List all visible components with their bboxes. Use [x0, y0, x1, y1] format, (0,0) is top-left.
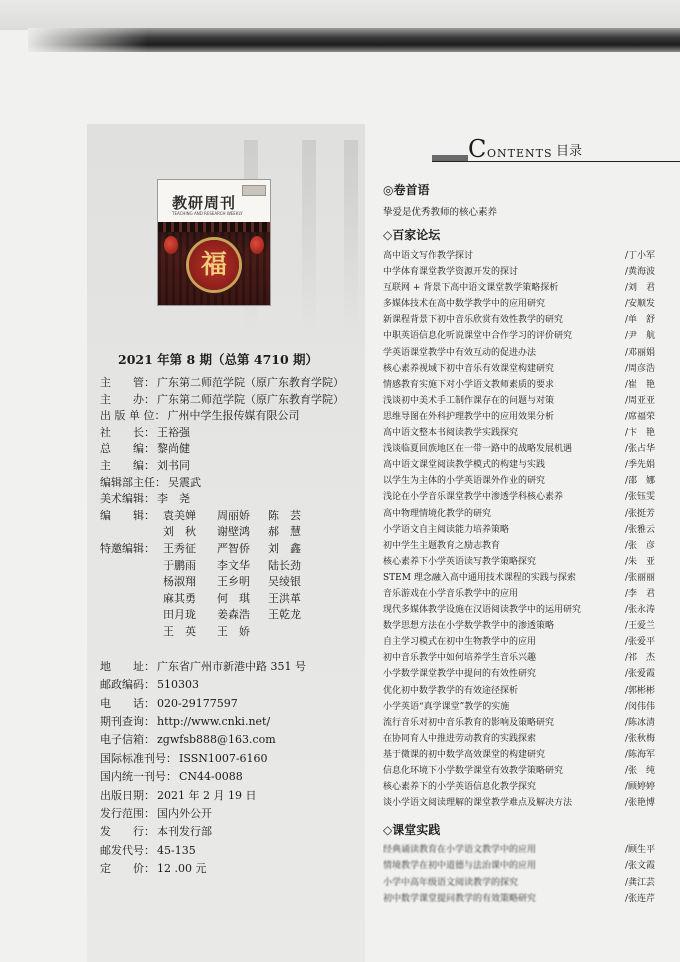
- toc-author: /周彦浩: [625, 363, 656, 374]
- guest-editor-name: 王 娇: [217, 624, 250, 638]
- toc-author: /王爱兰: [625, 621, 656, 632]
- editors-label: 编 辑：: [100, 508, 155, 522]
- staff-row: [100, 441, 362, 458]
- staff-row: [100, 475, 362, 492]
- toc-entry: [383, 296, 680, 312]
- editor-name: 刘 秋: [163, 525, 196, 539]
- toc-title: 浅论在小学音乐课堂教学中渗透学科核心素养: [383, 492, 564, 503]
- toc-title: 基于微课的初中数学高效课堂的构建研究: [383, 749, 546, 760]
- toc-entry: [383, 264, 680, 280]
- editors-row: [100, 508, 362, 525]
- toc-author: /季先娟: [625, 460, 656, 471]
- guest-editor-name: 姜森浩: [217, 608, 250, 622]
- section-heading-preface: ◎卷首语: [383, 183, 430, 197]
- staff-label: 社 长：: [100, 425, 155, 439]
- toc-entry: [383, 666, 680, 682]
- toc-author: /张连芹: [625, 894, 656, 905]
- toc-author: /张爱霞: [625, 669, 656, 680]
- toc-title: 思维导图在外科护理教学中的应用效果分析: [383, 411, 555, 422]
- guest-editor-name: 杨淑翔: [163, 575, 196, 589]
- fu-character: 福: [200, 250, 227, 280]
- toc-list-forum: [383, 248, 680, 811]
- toc-author: /张 纯: [625, 766, 656, 776]
- toc-entry: [383, 731, 680, 747]
- info-value: 12 .00 元: [157, 861, 207, 875]
- toc-author: /邵 娜: [625, 476, 656, 487]
- toc-entry: [383, 280, 680, 296]
- toc-author: /陈海军: [625, 749, 656, 760]
- info-row: [100, 695, 362, 713]
- toc-author: /丁小军: [625, 251, 656, 261]
- toc-entry: [383, 377, 680, 393]
- staff-row: [100, 491, 362, 508]
- scan-ghost-streak: [302, 140, 316, 330]
- toc-author: /张占华: [625, 444, 656, 455]
- guest-editor-name: 刘 鑫: [268, 541, 301, 555]
- toc-title: 初中音乐教学中如何培养学生音乐兴趣: [383, 653, 537, 664]
- cover-title: 教研周刊: [172, 194, 237, 212]
- toc-author: /邓丽娟: [625, 347, 656, 358]
- staff-row: [100, 458, 362, 475]
- editor-name: 谢壁鸿: [217, 525, 250, 539]
- staff-value: 广州中学生报传媒有限公司: [167, 409, 300, 423]
- info-row: [100, 676, 362, 694]
- toc-author: /祁 杰: [625, 653, 656, 664]
- guest-editor-name: 王秀征: [163, 541, 196, 555]
- info-label: 邮发代号：: [100, 843, 155, 857]
- toc-title: 情感教育实施下对小学语文教师素质的要求: [383, 379, 555, 390]
- guest-editor-name: 陆长劲: [268, 558, 301, 572]
- toc-author: /闵伟伟: [625, 701, 656, 712]
- toc-title: STEM 理念融入高中通用技术课程的实践与探索: [383, 572, 576, 583]
- guest-editor-name: 王乡明: [217, 575, 250, 589]
- toc-author: /张挺芳: [625, 508, 656, 519]
- staff-value: 李 尧: [157, 492, 190, 506]
- info-label: 定 价：: [100, 861, 155, 875]
- info-value: 020-29177597: [157, 696, 238, 710]
- toc-author: /龚江芸: [625, 877, 656, 888]
- toc-entry: [383, 858, 680, 874]
- toc-title: 浅谈初中美术手工制作课存在的问题与对策: [383, 395, 555, 406]
- toc-title: 自主学习模式在初中生物教学中的应用: [383, 637, 537, 648]
- toc-title: 小学中高年级语文阅读教学的探究: [383, 877, 519, 888]
- guest-editor-name: 田月珑: [163, 608, 196, 622]
- info-row: [100, 787, 362, 805]
- toc-author: /张艳博: [625, 798, 656, 809]
- info-value: 2021 年 2 月 19 日: [157, 788, 257, 802]
- staff-value: 王裕强: [157, 425, 190, 439]
- staff-label: 主 办：: [100, 392, 155, 406]
- toc-entry: [383, 586, 680, 602]
- fu-medallion: [189, 240, 239, 290]
- cover-issue-badge: [242, 185, 266, 196]
- toc-entry: [383, 506, 680, 522]
- issue-number: 2021 年第 8 期（总第 4710 期）: [118, 352, 319, 367]
- guest-editor-name: 于鹏雨: [163, 558, 196, 572]
- info-value: ISSN1007-6160: [179, 751, 268, 765]
- guest-editor-name: 王乾龙: [268, 608, 301, 622]
- staff-value: 吴震武: [168, 475, 201, 489]
- staff-row: [100, 425, 362, 442]
- toc-author: /朱 亚: [625, 556, 656, 567]
- toc-title: 小学数学课堂教学中提问的有效性研究: [383, 669, 537, 680]
- toc-title: 数学思想方法在小学数学教学中的渗透策略: [383, 621, 555, 632]
- editor-name: 郝 慧: [268, 525, 301, 539]
- lantern-icon: [164, 236, 178, 254]
- toc-author: /张爱平: [625, 637, 656, 648]
- toc-title: 中职英语信息化听说课堂中合作学习的评价研究: [383, 331, 573, 342]
- toc-author: /顾生平: [625, 845, 656, 855]
- toc-title: 高中语文写作教学探讨: [383, 251, 474, 261]
- toc-author: /郭彬彬: [625, 685, 656, 696]
- info-label: 出版日期：: [100, 788, 155, 802]
- editors-row: [100, 524, 362, 541]
- toc-entry: [383, 473, 680, 489]
- section-heading-practice: ◇课堂实践: [383, 823, 441, 837]
- toc-author: /张丽丽: [625, 572, 656, 583]
- toc-entry: [383, 602, 680, 618]
- scan-shadow-band: [28, 28, 680, 52]
- info-row: [100, 713, 362, 731]
- info-row: [100, 860, 362, 878]
- toc-entry: [383, 779, 680, 795]
- toc-entry: [383, 522, 680, 538]
- toc-entry: [383, 763, 680, 779]
- toc-title: 流行音乐对初中音乐教育的影响及策略研究: [383, 717, 555, 728]
- toc-author: /顾婷婷: [625, 782, 656, 793]
- guest-editor-name: 李文华: [217, 558, 250, 572]
- toc-author: /卞 艳: [625, 428, 656, 439]
- toc-entry: [383, 570, 680, 586]
- guest-editors-row: [100, 624, 362, 641]
- toc-title: 以学生为主体的小学英语课外作业的研究: [383, 476, 546, 487]
- info-label: 邮政编码：: [100, 678, 155, 692]
- toc-entry: [383, 489, 680, 505]
- staff-label: 总 编：: [100, 442, 155, 456]
- lantern-icon: [250, 236, 264, 254]
- preface-title: 挚爱是优秀教师的核心素养: [383, 207, 498, 218]
- guest-editor-name: 麻其勇: [163, 591, 196, 605]
- toc-title: 核心素养视域下初中音乐有效课堂构建研究: [383, 363, 555, 374]
- toc-entry: [383, 891, 680, 907]
- staff-row: [100, 375, 362, 392]
- toc-entry: [383, 715, 680, 731]
- guest-editor-name: 吴绫银: [268, 575, 301, 589]
- toc-entry: [383, 248, 680, 264]
- info-value: http://www.cnki.net/: [157, 715, 271, 729]
- section-heading-forum: ◇百家论坛: [383, 228, 441, 242]
- cover-image: [158, 180, 270, 305]
- toc-entry: [383, 393, 680, 409]
- info-row: [100, 658, 362, 676]
- cover-pattern-strip: [158, 222, 270, 232]
- toc-entry: [383, 312, 680, 328]
- toc-title: 核心素养下的小学英语信息化教学探究: [383, 782, 537, 793]
- toc-entry: [383, 425, 680, 441]
- toc-author: /李 君: [625, 588, 656, 599]
- info-value: 国内外公开: [157, 806, 212, 820]
- toc-author: /张钰雯: [625, 492, 656, 503]
- staff-row: [100, 392, 362, 409]
- scan-top-shade: [0, 0, 680, 30]
- toc-title: 中学体育课堂教学资源开发的探讨: [383, 267, 519, 278]
- toc-author: /刘 君: [625, 283, 656, 294]
- toc-author: /陈冰清: [625, 717, 656, 728]
- toc-entry: [383, 747, 680, 763]
- info-label: 电 话：: [100, 696, 155, 710]
- info-row: [100, 768, 362, 786]
- toc-entry: [383, 554, 680, 570]
- contents-word: ONTENTS: [487, 147, 553, 160]
- toc-title: 初中学生主题教育之励志教育: [383, 540, 501, 551]
- toc-entry: [383, 328, 680, 344]
- info-label: 国内统一刊号：: [100, 770, 177, 784]
- toc-title: 谈小学语文阅读理解的课堂教学难点及解决方法: [383, 798, 573, 809]
- cover-subtitle: TEACHING AND RESEARCH WEEKLY: [172, 211, 243, 216]
- toc-entry: [383, 650, 680, 666]
- guest-editor-name: 王洪革: [268, 591, 301, 605]
- toc-author: /席福荣: [625, 411, 656, 422]
- staff-value: 黎尚健: [157, 442, 190, 456]
- editor-name: 袁美婵: [163, 508, 196, 522]
- toc-entry: [383, 683, 680, 699]
- contents-initial: C: [468, 135, 487, 163]
- toc-author: /张秋梅: [625, 733, 656, 744]
- toc-entry: [383, 634, 680, 650]
- toc-title: 高中语文整本书阅读教学实践探究: [383, 428, 519, 439]
- toc-title: 优化初中数学教学的有效途径探析: [383, 685, 519, 696]
- toc-entry: [383, 441, 680, 457]
- info-value: 本刊发行部: [157, 825, 212, 839]
- toc-author: /黄海波: [625, 267, 656, 278]
- editor-name: 陈 芸: [268, 508, 301, 522]
- toc-entry: [383, 345, 680, 361]
- toc-title: 现代多媒体教学设施在汉语阅读教学中的运用研究: [383, 605, 582, 616]
- info-label: 期刊查询：: [100, 715, 155, 729]
- info-value: 45-135: [157, 843, 196, 857]
- toc-entry: [383, 842, 680, 858]
- staff-label: 编辑部主任：: [100, 475, 166, 489]
- toc-author: /尹 航: [625, 331, 656, 342]
- toc-title: 核心素养下小学英语读写教学策略探究: [383, 556, 537, 567]
- toc-title: 初中数学课堂提问教学的有效策略研究: [383, 894, 537, 905]
- info-row: [100, 823, 362, 841]
- toc-title: 在协同育人中推进劳动教育的实践探索: [383, 733, 537, 744]
- info-row: [100, 805, 362, 823]
- contents-header: [432, 136, 680, 166]
- toc-title: 高中物理情境化教学的研究: [383, 508, 492, 519]
- info-value: 广东省广州市新港中路 351 号: [157, 660, 306, 673]
- toc-title: 互联网 + 背景下高中语文课堂教学策略探析: [383, 283, 559, 294]
- info-value: zgwfsb888@163.com: [157, 733, 276, 747]
- info-row: [100, 731, 362, 749]
- staff-label: 主 管：: [100, 376, 155, 389]
- toc-title: 小学英语“真学课堂”教学的实施: [383, 701, 510, 712]
- toc-title: 经典诵读教育在小学语文教学中的应用: [383, 845, 537, 855]
- toc-author: /张 彦: [625, 540, 656, 551]
- toc-author: /单 舒: [625, 315, 656, 326]
- info-row: [100, 842, 362, 860]
- info-label: 发 行：: [100, 825, 155, 839]
- guest-editors-label: 特邀编辑：: [100, 541, 155, 555]
- masthead-staff: [100, 375, 362, 641]
- toc-entry: [383, 409, 680, 425]
- toc-entry: [383, 875, 680, 891]
- toc-author: /张永涛: [625, 605, 656, 616]
- toc-author: /周亚亚: [625, 395, 656, 406]
- staff-label: 主 编：: [100, 458, 155, 472]
- toc-title: 小学语文自主阅读能力培养策略: [383, 524, 510, 535]
- contents-chinese: 目录: [556, 144, 583, 159]
- toc-title: 音乐游戏在小学音乐教学中的应用: [383, 588, 519, 599]
- toc-title: 信息化环境下小学数学课堂有效教学策略研究: [383, 766, 564, 776]
- staff-label: 出 版 单 位：: [100, 409, 166, 423]
- cover-artwork: [158, 222, 270, 305]
- toc-author: /张文霞: [625, 861, 656, 872]
- staff-value: 刘书同: [157, 458, 190, 472]
- info-row: [100, 750, 362, 768]
- toc-title: 浅谈临夏回族地区在一带一路中的战略发展机遇: [383, 444, 573, 455]
- toc-entry: [383, 361, 680, 377]
- staff-value: 广东第二师范学院（原广东教育学院）: [157, 392, 344, 406]
- staff-value: 广东第二师范学院（原广东教育学院）: [157, 376, 344, 389]
- toc-title: 新课程背景下初中音乐欣赏有效性教学的研究: [383, 315, 564, 326]
- guest-editors-row: [100, 591, 362, 608]
- toc-list-practice: [383, 842, 680, 908]
- guest-editors-row: [100, 607, 362, 624]
- staff-label: 美术编辑：: [100, 492, 155, 506]
- info-value: 510303: [157, 678, 199, 692]
- toc-title: 情境教学在初中道德与法治课中的应用: [383, 861, 537, 872]
- scan-ghost-streak: [344, 140, 358, 330]
- toc-entry: [383, 457, 680, 473]
- info-label: 电子信箱：: [100, 733, 155, 747]
- guest-editor-name: 王 英: [163, 624, 196, 638]
- toc-title: 多媒体技术在高中数学教学中的应用研究: [383, 299, 546, 310]
- toc-entry: [383, 538, 680, 554]
- guest-editors-row: [100, 574, 362, 591]
- guest-editor-name: 严智侨: [217, 541, 250, 555]
- guest-editor-name: 何 琪: [217, 591, 250, 605]
- toc-entry: [383, 618, 680, 634]
- toc-author: /安顺发: [625, 299, 656, 310]
- toc-entry: [383, 699, 680, 715]
- info-label: 发行范围：: [100, 806, 155, 820]
- toc-title: 高中语文课堂阅读教学模式的构建与实践: [383, 460, 546, 471]
- staff-row: [100, 408, 362, 425]
- info-value: CN44-0088: [179, 770, 243, 784]
- masthead-info: [100, 658, 362, 878]
- toc-author: /张雅云: [625, 524, 656, 535]
- guest-editors-row: [100, 558, 362, 575]
- guest-editors-row: [100, 541, 362, 558]
- info-label: 地 址：: [100, 660, 155, 673]
- toc-entry: [383, 795, 680, 811]
- toc-title: 学英语课堂教学中有效互动的促进办法: [383, 347, 537, 358]
- toc-author: /崔 艳: [625, 379, 656, 390]
- editor-name: 周丽娇: [217, 508, 250, 522]
- info-label: 国际标准刊号：: [100, 751, 177, 765]
